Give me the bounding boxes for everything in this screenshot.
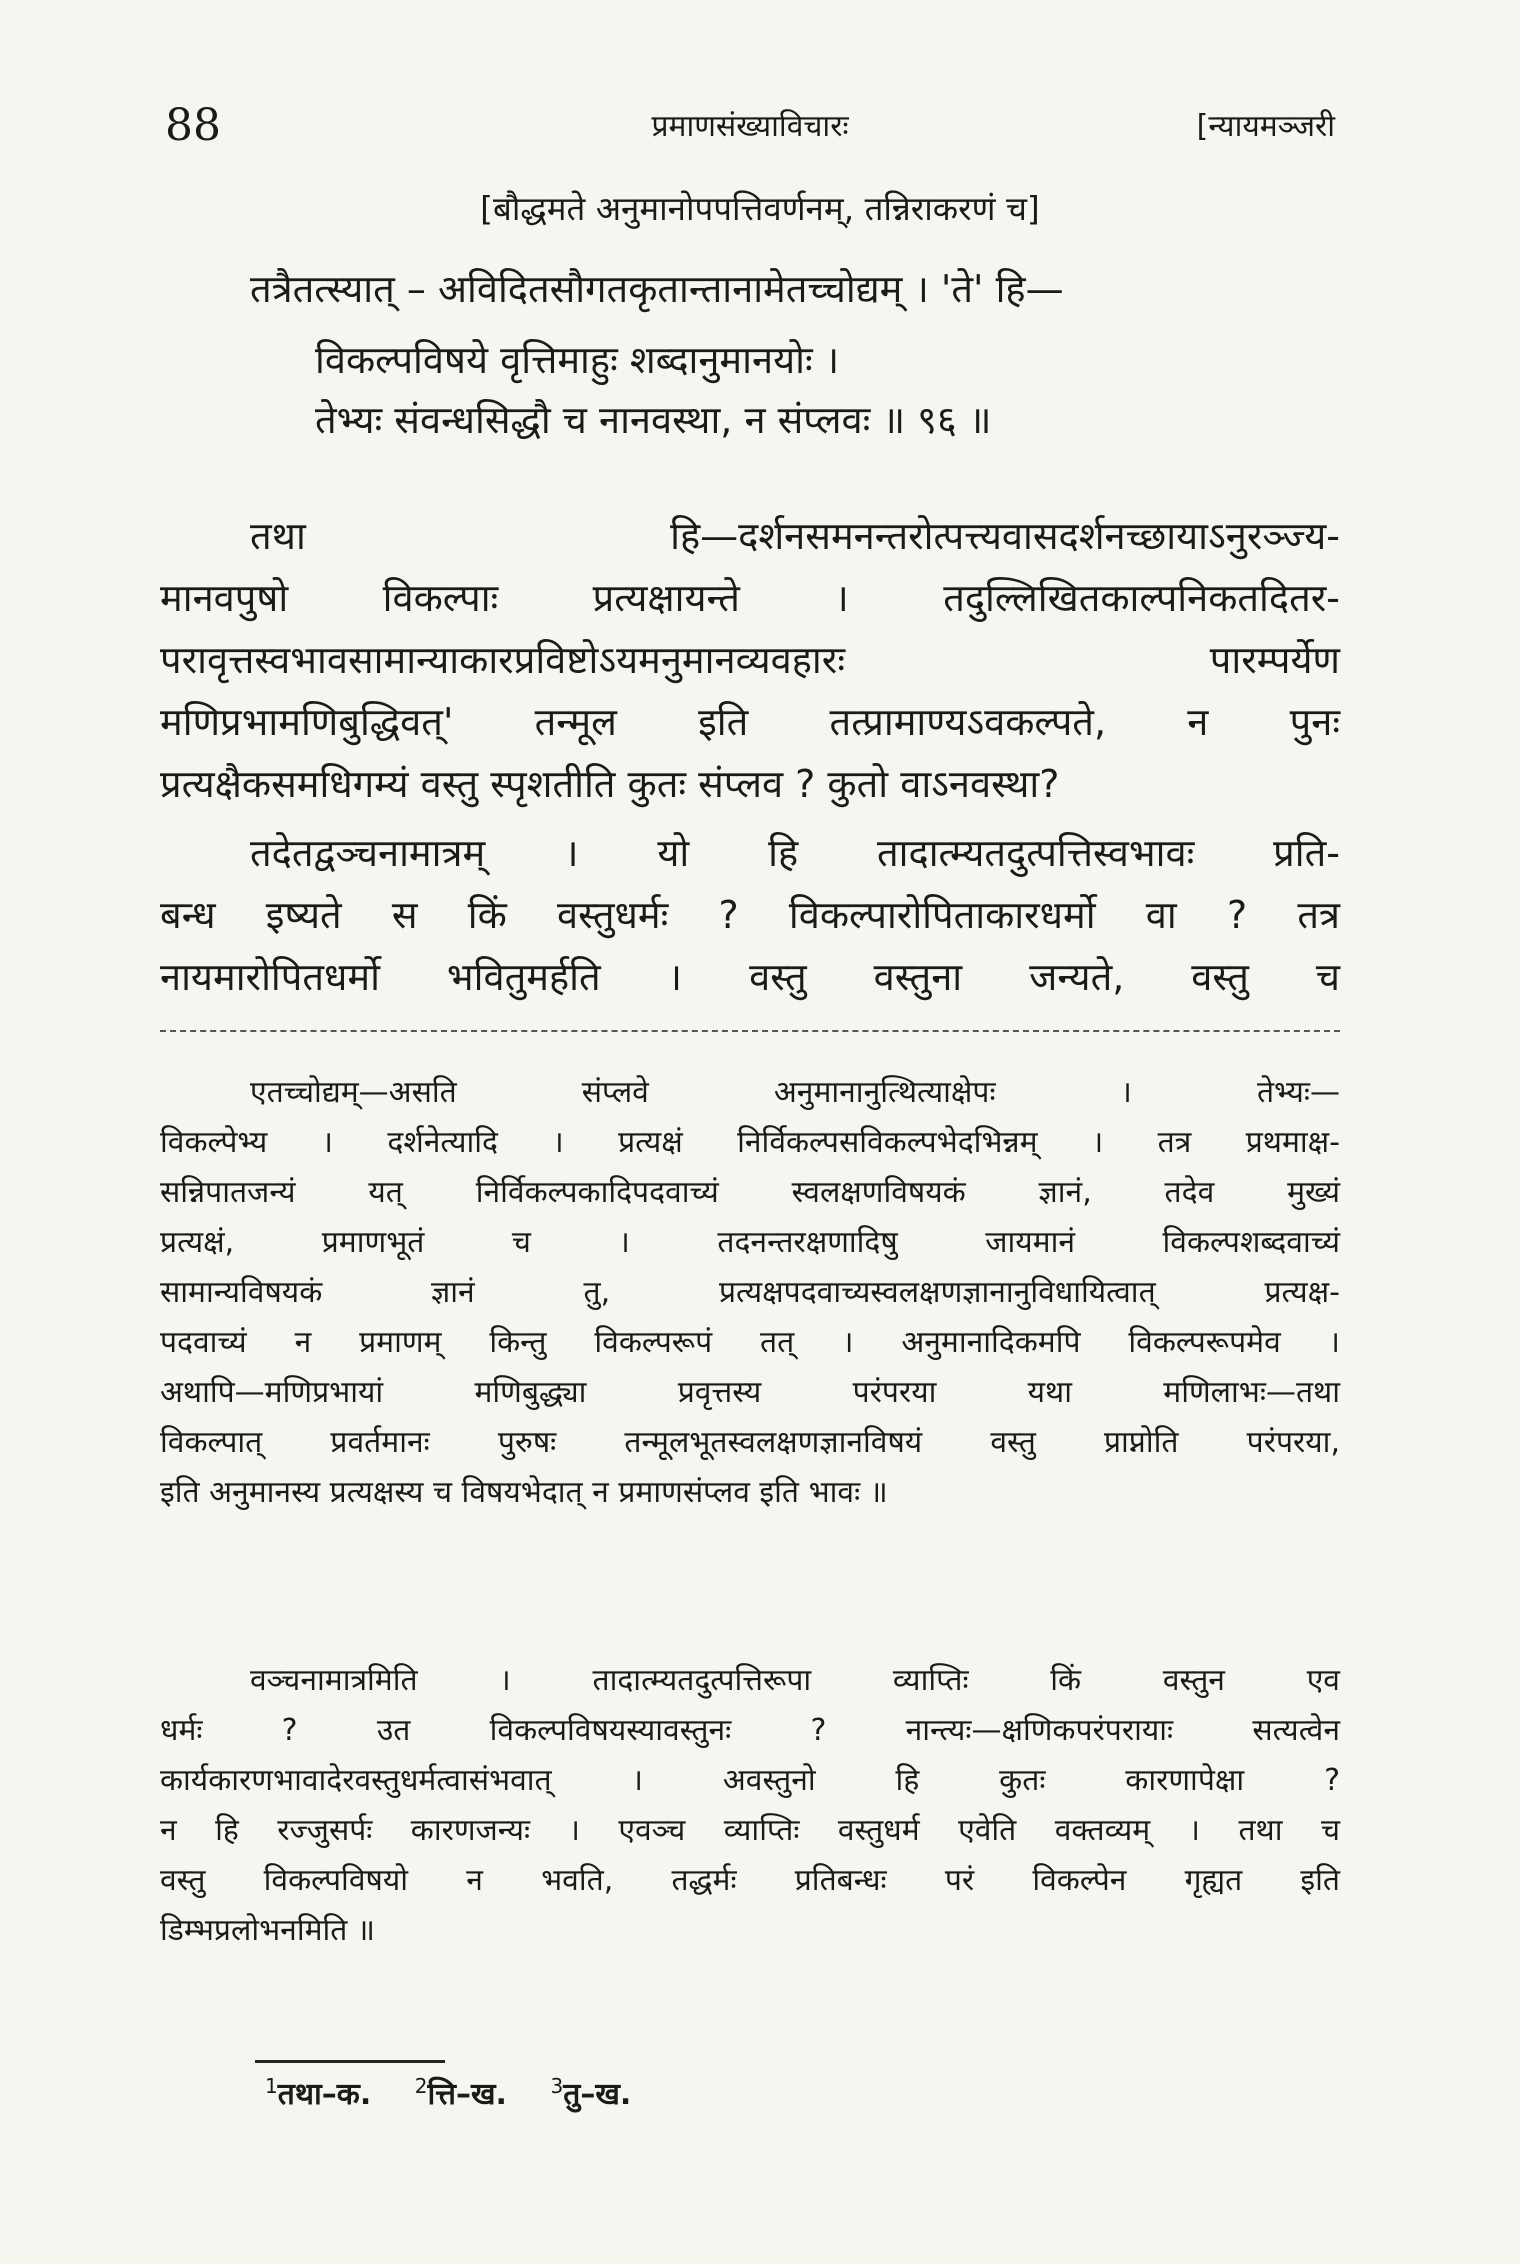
text-line: मणिप्रभामणिबुद्धिवत्' तन्मूल इति तत्प्रामाण्यऽवकल्पते, न पुनः [160,700,1340,744]
commentary-line: प्रत्यक्षं, प्रमाणभूतं च । तदनन्तरक्षणादिषु जायमानं विकल्पशब्दवाच्यं [160,1225,1340,1260]
verse-line: तेभ्यः संवन्धसिद्धौ च नानवस्था, न संप्लवः ॥ ९६ ॥ [315,398,992,442]
commentary-line: विकल्पात् प्रवर्तमानः पुरुषः तन्मूलभूतस्वलक्षणज्ञानविषयं वस्तु प्राप्नोति परंपरया, [160,1425,1340,1460]
footnote-text: तथा–क. [277,2077,372,2112]
verse-line: विकल्पविषये वृत्तिमाहुः शब्दानुमानयोः । [315,338,840,382]
verse [315,330,1315,450]
text-line: नायमारोपितधर्मो भवितुमर्हति । वस्तु वस्तुना जन्यते, वस्तु च [160,955,1340,999]
text-line: मानवपुषो विकल्पाः प्रत्यक्षायन्ते । तदुल्लिखितकाल्पनिकतदितर- [160,576,1340,620]
commentary-line: पदवाच्यं न प्रमाणम् किन्तु विकल्परूपं तत् । अनुमानादिकमपि विकल्परूपमेव । [160,1325,1341,1360]
footnote-number: 3 [550,2074,564,2098]
commentary-line: धर्मः ? उत विकल्पविषयस्यावस्तुनः ? नान्त्यः—क्षणिकपरंपरायाः सत्यत्वेन [160,1713,1340,1748]
main-paragraph-2 [160,822,1340,1008]
running-title: प्रमाणसंख्याविचारः [651,109,849,144]
footnote-text: त्ति–ख. [427,2077,507,2112]
commentary-line: कार्यकारणभावादेरवस्तुधर्मत्वासंभवात् । अवस्तुनो हि कुतः कारणापेक्षा ? [160,1763,1340,1798]
page-header [165,100,1335,160]
commentary-line: इति अनुमानस्य प्रत्यक्षस्य च विषयभेदात् न प्रमाणसंप्लव इति भावः ॥ [160,1475,888,1510]
intro-line: तत्रैतत्स्यात् – अविदितसौगतकृतान्तानामेतच्चोद्यम् । 'ते' हि— [250,267,1064,311]
text-line: परावृत्तस्वभावसामान्याकारप्रविष्टोऽयमनुमानव्यवहारः पारम्पर्येण [160,638,1340,682]
footnote-rule [255,2060,445,2063]
footnote [265,2074,372,2112]
commentary-divider [160,1030,1340,1032]
commentary-line: अथापि—मणिप्रभायां मणिबुद्ध्या प्रवृत्तस्य परंपरया यथा मणिलाभः—तथा [160,1375,1340,1410]
commentary-line: डिम्भप्रलोभनमिति ॥ [160,1913,375,1948]
footnote [414,2074,507,2112]
commentary-line: एतच्चोद्यम्—असति संप्लवे अनुमानानुत्थित्याक्षेपः । तेभ्यः— [250,1075,1340,1110]
commentary-paragraph-1 [160,1068,1340,1518]
text-line: प्रत्यक्षैकसमधिगम्यं वस्तु स्पृशतीति कुतः संप्लव ? कुतो वाऽनवस्था? [160,762,1060,806]
commentary-line: विकल्पेभ्य । दर्शनेत्यादि । प्रत्यक्षं निर्विकल्पसविकल्पभेदभिन्नम् । तत्र प्रथमाक्ष- [160,1125,1340,1160]
text-line: तथा हि—दर्शनसमनन्तरोत्पत्त्यवासदर्शनच्छायाऽनुरञ्ज्य- [250,514,1340,558]
footnote-number: 2 [414,2074,428,2098]
commentary-line: वस्तु विकल्पविषयो न भवति, तद्धर्मः प्रतिबन्धः परं विकल्पेन गृह्यत इति [160,1863,1340,1898]
text-line: तदेतद्वञ्चनामात्रम् । यो हि तादात्म्यतदुत्पत्तिस्वभावः प्रति- [250,831,1340,875]
footnote-number: 1 [265,2074,278,2098]
commentary-line: सन्निपातजन्यं यत् निर्विकल्पकादिपदवाच्यं स्वलक्षणविषयकं ज्ञानं, तदेव मुख्यं [160,1175,1340,1210]
page-number: 88 [165,100,221,151]
footnote-text: तु–ख. [563,2077,632,2112]
commentary-line: न हि रज्जुसर्पः कारणजन्यः । एवञ्च व्याप्तिः वस्तुधर्म एवेति वक्तव्यम् । तथा च [160,1813,1340,1848]
footnotes [265,2072,665,2113]
commentary-line: वञ्चनामात्रमिति । तादात्म्यतदुत्पत्तिरूपा व्याप्तिः किं वस्तुन एव [250,1663,1340,1698]
section-title: [बौद्धमते अनुमानोपपत्तिवर्णनम्, तन्निराकरणं च] [480,189,1040,228]
book-title: [न्यायमञ्जरी [1196,109,1335,144]
commentary-paragraph-2 [160,1656,1340,1956]
main-paragraph-1 [160,505,1340,815]
main-intro [160,258,1340,320]
footnote [550,2074,632,2112]
text-line: बन्ध इष्यते स किं वस्तुधर्मः ? विकल्पारोपिताकारधर्मो वा ? तत्र [160,893,1340,937]
commentary-line: सामान्यविषयकं ज्ञानं तु, प्रत्यक्षपदवाच्यस्वलक्षणज्ञानानुविधायित्वात् प्रत्यक्ष- [160,1275,1340,1310]
